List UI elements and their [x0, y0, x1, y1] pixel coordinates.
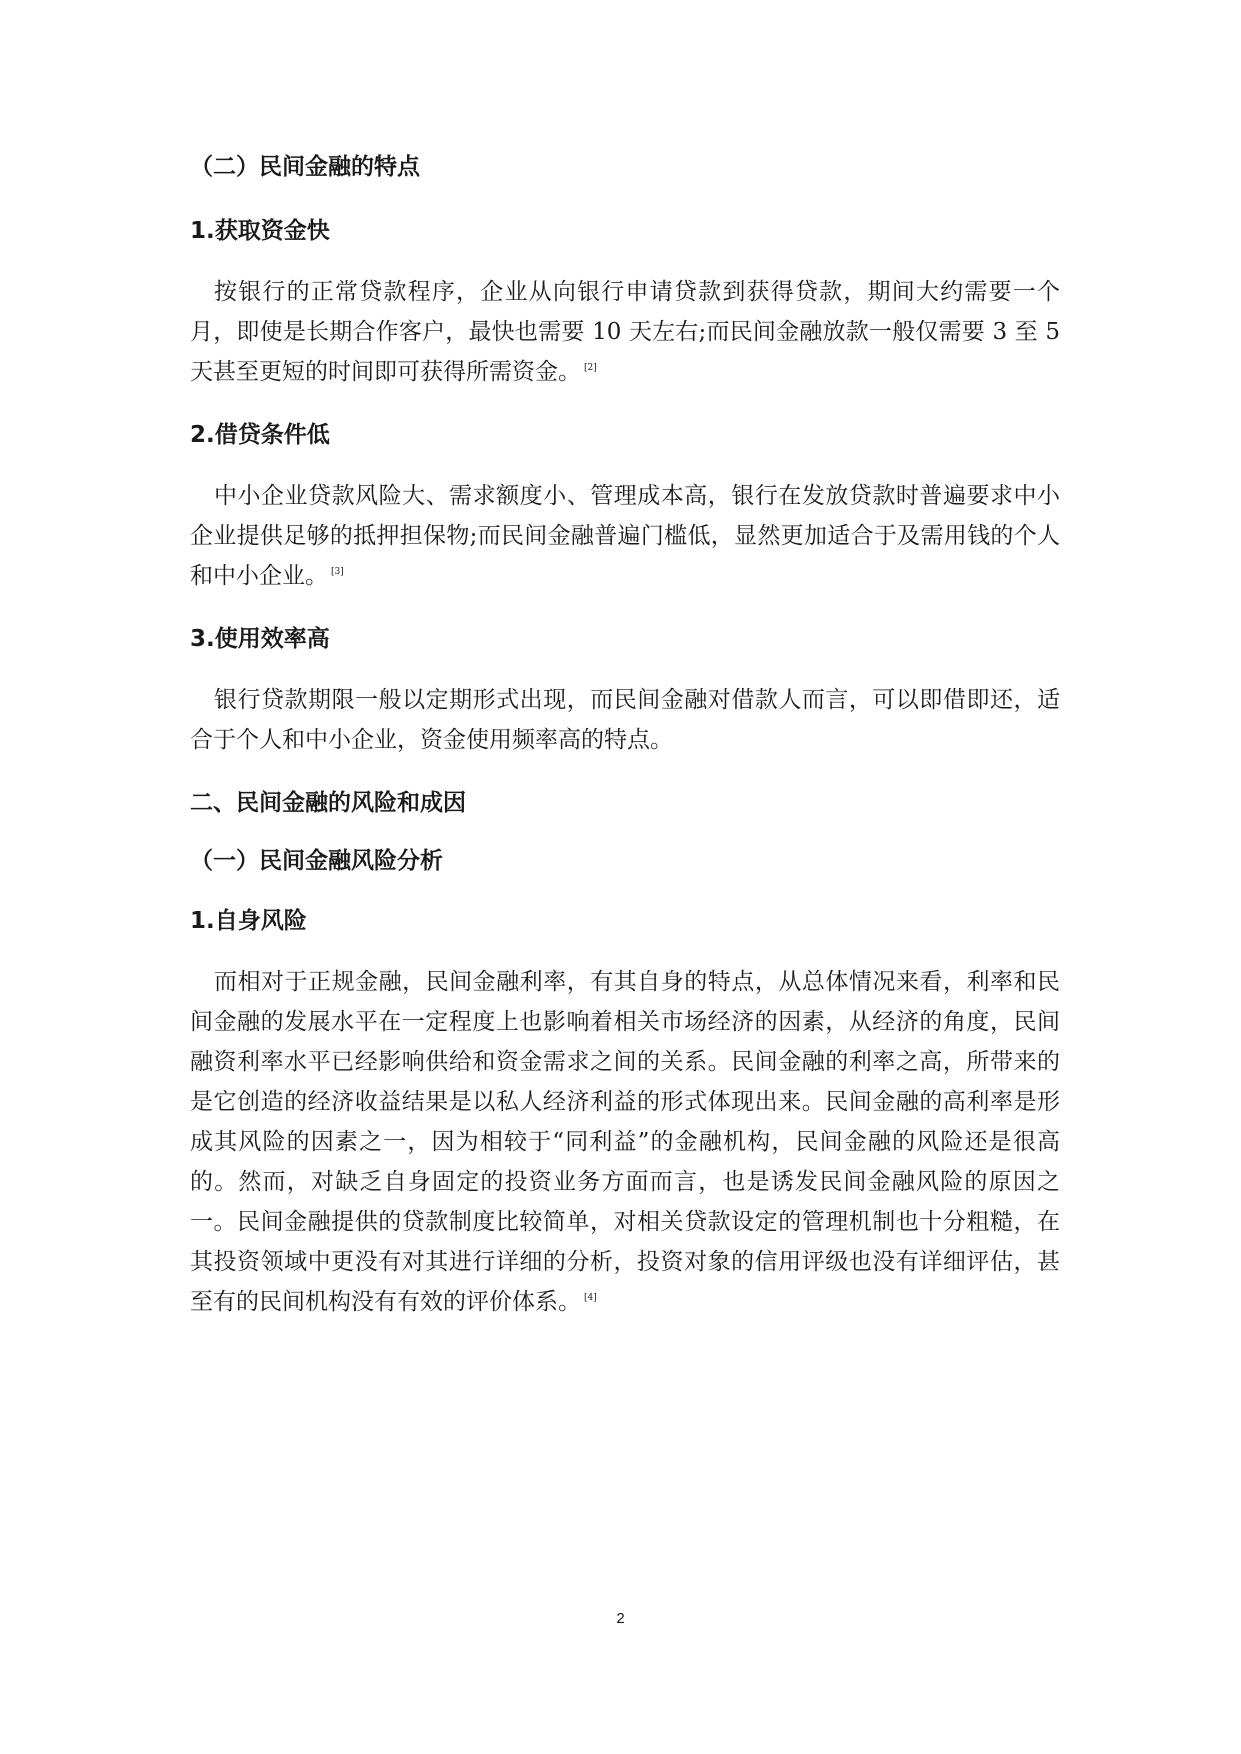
document-body [190, 150, 1060, 1322]
paragraph-fast-funding [190, 272, 1060, 392]
subheading-low-threshold: 2.借贷条件低 [190, 422, 330, 448]
section-heading-characteristics: （二）民间金融的特点 [190, 154, 420, 180]
subheading-fast-funding: 1.获取资金快 [190, 218, 330, 244]
citation-ref: [4] [584, 1293, 597, 1304]
citation-ref: [2] [584, 363, 597, 374]
paragraph-text: 中小企业贷款风险大、需求额度小、管理成本高，银行在发放贷款时普遍要求中小企业提供足够的抵押担保物;而民间金融普遍门槛低，显然更加适合于及需用钱的个人和中小企业。 [190, 483, 1060, 589]
subheading-own-risk: 1.自身风险 [190, 908, 307, 934]
paragraph-own-risk [190, 962, 1060, 1322]
section-heading-risk-analysis: （一）民间金融风险分析 [190, 848, 443, 874]
paragraph-text: 按银行的正常贷款程序，企业从向银行申请贷款到获得贷款，期间大约需要一个月，即使是长期合作客户，最快也需要 10 天左右;而民间金融放款一般仅需要 3 至 5 天甚至更短的时间即可获得所需资金。 [190, 279, 1060, 385]
page-number: 2 [616, 1610, 625, 1627]
citation-ref: [3] [331, 567, 344, 578]
paragraph-text: 银行贷款期限一般以定期形式出现，而民间金融对借款人而言，可以即借即还，适合于个人和中小企业，资金使用频率高的特点。 [190, 687, 1060, 753]
paragraph-low-threshold [190, 476, 1060, 596]
paragraph-text: 而相对于正规金融，民间金融利率，有其自身的特点，从总体情况来看，利率和民间金融的发展水平在一定程度上也影响着相关市场经济的因素，从经济的角度，民间融资利率水平已经影响供给和资金需求之间的关系。民间金融的利率之高，所带来的是它创造的经济收益结果是以私人经济利益的形式体现出来。民间金融的高利率是形成其风险的因素之一，因为相较于“同利益”的金融机构，民间金融的风险还是很高的。然而，对缺乏自身固定的投资业务方面而言，也是诱发民间金融风险的原因之一。民间金融提供的贷款制度比较简单，对相关贷款设定的管理机制也十分粗糙，在其投资领域中更没有对其进行详细的分析，投资对象的信用评级也没有详细评估，甚至有的民间机构没有有效的评价体系。 [190, 969, 1060, 1315]
paragraph-high-efficiency [190, 680, 1060, 760]
subheading-high-efficiency: 3.使用效率高 [190, 626, 330, 652]
chapter-heading-risks: 二、民间金融的风险和成因 [190, 790, 466, 816]
